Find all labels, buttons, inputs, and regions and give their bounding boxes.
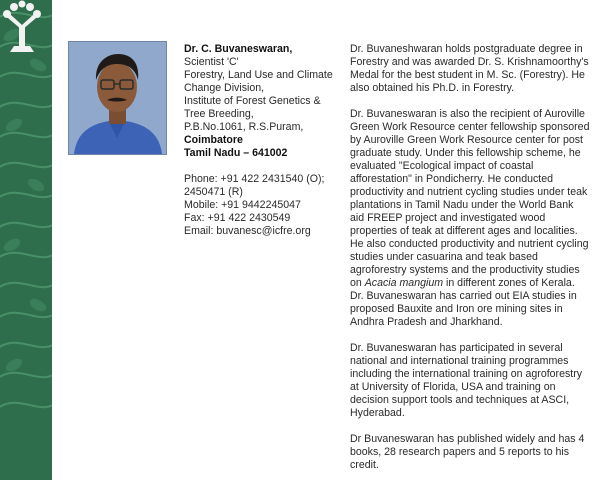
bio-paragraph-2-text-a: Dr. Buvaneswaran is also the recipient of Auroville Green Work Resource center fellowship sponsored by Auroville Green Work Resource center for post graduate study. Under this fellowship scheme, he evaluated "Ecological impact of coastal afforestation" in Pondicherry. He conducted productivity and nutrient cycling studies under teak plantations in Tamil Nadu under the World Bank aid FREEP project and investigated wood properties of teak at different ages and localities. He also conducted productivity and nutrient cycling studies under casuarina and teak based agroforestry systems and the productivity studies on	[350, 108, 590, 289]
bio-paragraph-3: Dr. Buvaneswaran has participated in several national and international training programmes including the international training on agroforestry at University of Florida, USA and training on decision support tools and techniques at ASCI, Hyderabad.	[350, 342, 583, 419]
biography	[350, 43, 590, 485]
division-line-2: Change Division,	[184, 82, 265, 94]
state-pin: Tamil Nadu – 641002	[184, 147, 288, 159]
bio-paragraph-4: Dr Buvaneswaran has published widely and has 4 books, 28 research papers and 5 reports to his credit.	[350, 433, 585, 471]
email[interactable]: Email: buvanesc@icfre.org	[184, 225, 311, 237]
designation: Scientist 'C'	[184, 56, 239, 68]
decorative-side-band	[0, 0, 52, 480]
contact-block	[184, 43, 334, 238]
fax: Fax: +91 422 2430549	[184, 212, 291, 224]
bio-paragraph-2-text-b: in different zones of Kerala. Dr. Buvaneswaran has carried out EIA studies in proposed Bauxite and Iron ore mining sites in Andhra Pradesh and Jharkhand.	[350, 277, 577, 328]
leaf-pattern	[0, 0, 52, 480]
species-name: Acacia mangium	[364, 277, 444, 289]
city: Coimbatore	[184, 134, 243, 146]
phone-line-2: 2450471 (R)	[184, 186, 243, 198]
institute-line-2: Tree Breeding,	[184, 108, 254, 120]
division-line-1: Forestry, Land Use and Climate	[184, 69, 333, 81]
person-name: Dr. C. Buvaneswaran,	[184, 43, 293, 55]
phone-line-1: Phone: +91 422 2431540 (O);	[184, 173, 325, 185]
portrait-photo	[68, 41, 167, 155]
institute-line-1: Institute of Forest Genetics &	[184, 95, 321, 107]
mobile: Mobile: +91 9442245047	[184, 199, 301, 211]
address: P.B.No.1061, R.S.Puram,	[184, 121, 304, 133]
bio-paragraph-1: Dr. Buvaneshwaran holds postgraduate degree in Forestry and was awarded Dr. S. Krishnamoorthy's Medal for the best student in M. Sc. (Forestry). He also obtained his Ph.D. in Forestry.	[350, 43, 589, 94]
bio-paragraph-2	[350, 108, 590, 329]
tree-logo-icon	[0, 0, 44, 56]
